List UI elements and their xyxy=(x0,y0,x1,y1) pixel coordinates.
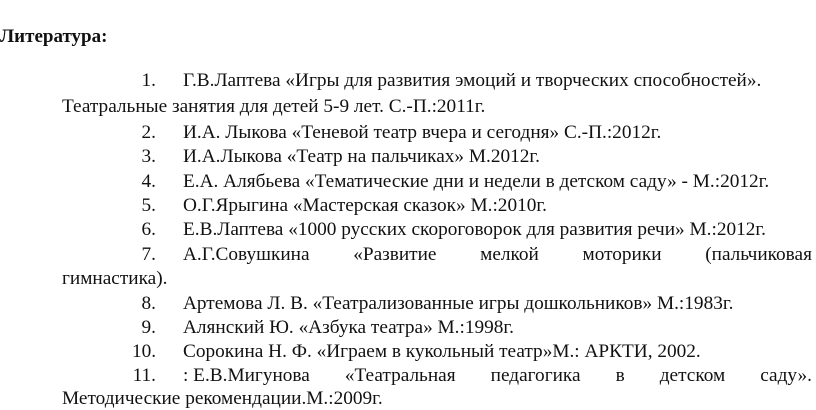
item-3-text: И.А.Лыкова «Театр на пальчиках» М.2012г. xyxy=(183,146,540,167)
item-10-number: 10. xyxy=(132,341,157,362)
item-5-text: О.Г.Ярыгина «Мастерская сказок» М.:2010г. xyxy=(183,195,547,216)
item-6-number: 6. xyxy=(141,219,156,240)
item-1-continuation: Театральные занятия для детей 5-9 лет. С.-П.:2011г. xyxy=(62,96,486,117)
item-7-text xyxy=(183,244,812,266)
item-3-number: 3. xyxy=(141,146,156,167)
item-7-number: 7. xyxy=(141,244,156,265)
item-4-text: Е.А. Алябьева «Тематические дни и недели в детском саду» - М.:2012г. xyxy=(183,171,770,192)
item-8-text: Артемова Л. В. «Театрализованные игры дошкольников» М.:1983г. xyxy=(183,293,734,314)
item-11-word: : Е.В.Мигунова xyxy=(183,365,310,386)
item-2-number: 2. xyxy=(141,122,156,143)
item-11-word: в xyxy=(615,365,625,386)
item-1-number: 1. xyxy=(141,70,156,91)
item-8-number: 8. xyxy=(141,293,156,314)
item-7-word: (пальчиковая xyxy=(705,244,812,265)
item-1-text: Г.В.Лаптева «Игры для развития эмоций и творческих способностей». xyxy=(183,70,762,91)
item-11-word: детском xyxy=(659,365,726,386)
item-7-word: «Развитие xyxy=(353,244,437,265)
item-7-word: мелкой xyxy=(480,244,539,265)
item-7-continuation: гимнастика). xyxy=(62,268,168,289)
item-11-number: 11. xyxy=(132,365,156,386)
item-4-number: 4. xyxy=(141,171,156,192)
item-11-word: саду». xyxy=(760,365,812,386)
item-11-text xyxy=(183,365,812,387)
item-7-word: моторики xyxy=(582,244,662,265)
item-9-text: Алянский Ю. «Азбука театра» М.:1998г. xyxy=(183,317,514,338)
item-11-continuation: Методические рекомендации.М.:2009г. xyxy=(62,388,383,409)
item-5-number: 5. xyxy=(141,195,156,216)
item-10-text: Сорокина Н. Ф. «Играем в кукольный театр»М.: АРКТИ, 2002. xyxy=(183,341,701,362)
item-7-word: А.Г.Совушкина xyxy=(183,244,310,265)
heading-literature: Литература: xyxy=(0,26,108,47)
item-11-word: «Театральная xyxy=(344,365,456,386)
item-2-text: И.А. Лыкова «Теневой театр вчера и сегодня» С.-П.:2012г. xyxy=(183,122,662,143)
item-9-number: 9. xyxy=(141,317,156,338)
item-6-text: Е.В.Лаптева «1000 русских скороговорок для развития речи» М.:2012г. xyxy=(183,219,766,240)
item-11-word: педагогика xyxy=(490,365,581,386)
